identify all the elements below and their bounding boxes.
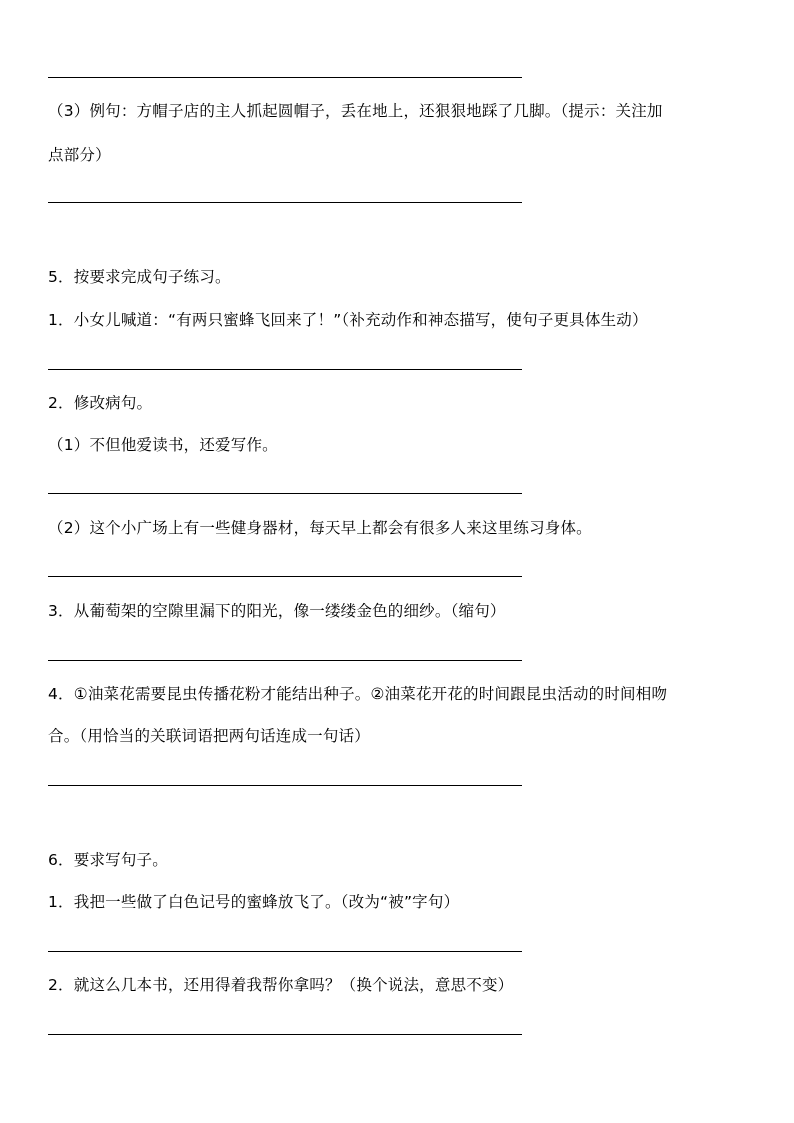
q5-item4-line2: 合。（用恰当的关联词语把两句话连成一句话） [48, 727, 370, 745]
q4-item3-line1: （3）例句：方帽子店的主人抓起圆帽子，丢在地上，还狠狠地踩了几脚。（提示：关注加 [48, 102, 663, 120]
answer-line[interactable] [48, 202, 522, 203]
answer-line[interactable] [48, 951, 522, 952]
q5-item2: 2．修改病句。 [48, 394, 153, 412]
answer-line[interactable] [48, 576, 522, 577]
answer-line[interactable] [48, 785, 522, 786]
q5-item1: 1．小女儿喊道：“有两只蜜蜂飞回来了！”（补充动作和神态描写，使句子更具体生动） [48, 311, 648, 329]
q5-item4-line1: 4．①油菜花需要昆虫传播花粉才能结出种子。②油菜花开花的时间跟昆虫活动的时间相吻 [48, 685, 668, 703]
q6-item2: 2．就这么几本书，还用得着我帮你拿吗？（换个说法，意思不变） [48, 976, 514, 994]
q6-item1: 1．我把一些做了白色记号的蜜蜂放飞了。（改为“被”字句） [48, 893, 460, 911]
q5-item2-sub1: （1）不但他爱读书，还爱写作。 [48, 436, 278, 454]
answer-line[interactable] [48, 369, 522, 370]
q4-item3-line2: 点部分） [48, 146, 111, 164]
q5-item2-sub2: （2）这个小广场上有一些健身器材，每天早上都会有很多人来这里练习身体。 [48, 519, 592, 537]
answer-line[interactable] [48, 493, 522, 494]
q5-heading: 5．按要求完成句子练习。 [48, 268, 231, 286]
answer-line[interactable] [48, 1034, 522, 1035]
answer-line[interactable] [48, 77, 522, 78]
q5-item3: 3．从葡萄架的空隙里漏下的阳光，像一缕缕金色的细纱。（缩句） [48, 602, 506, 620]
answer-line[interactable] [48, 660, 522, 661]
q6-heading: 6．要求写句子。 [48, 851, 168, 869]
